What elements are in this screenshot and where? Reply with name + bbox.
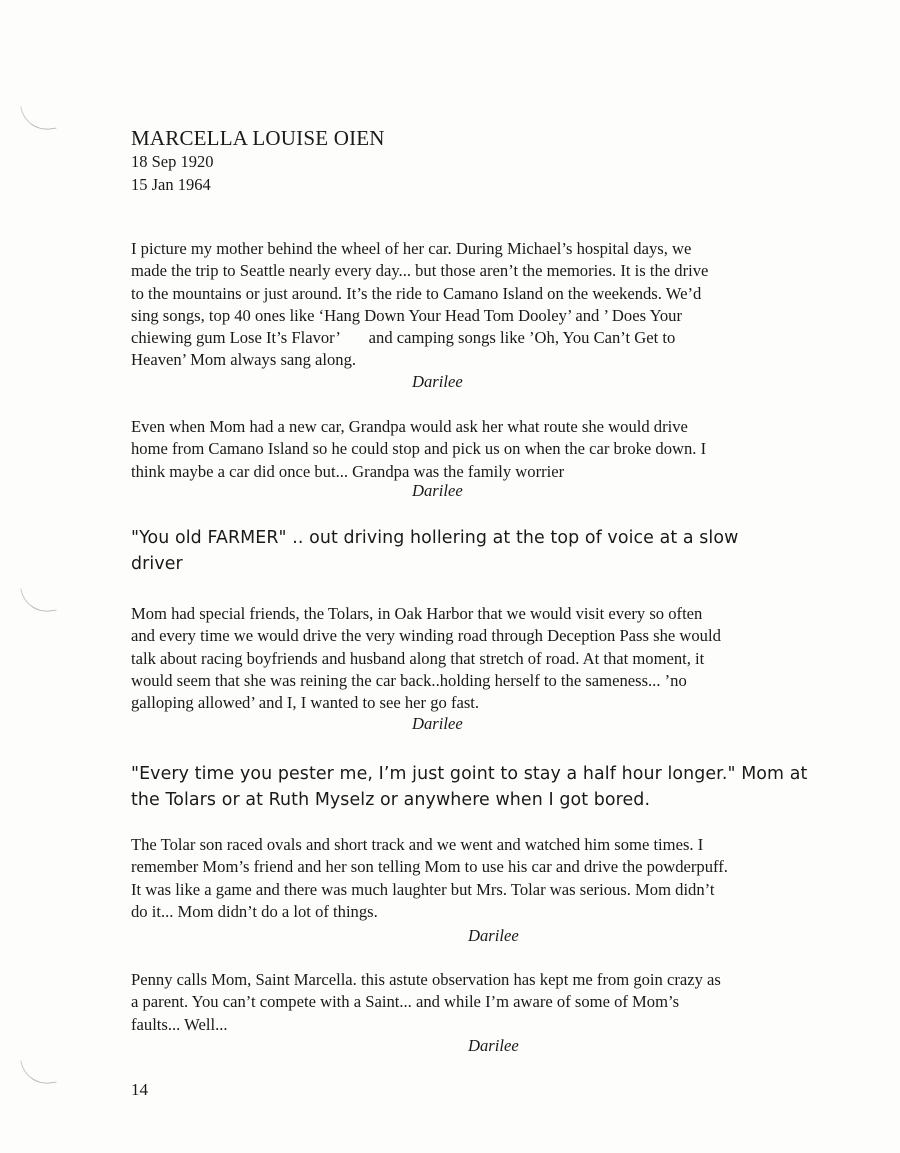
text-line: made the trip to Seattle nearly every day... but those aren’t the memories. It is the drive (131, 261, 709, 281)
text-line: "You old FARMER" .. out driving hollering at the top of voice at a slow (131, 528, 739, 548)
memory-paragraph-5 (131, 969, 811, 1036)
text-line: Even when Mom had a new car, Grandpa would ask her what route she would drive (131, 417, 688, 436)
binder-hole-bottom (20, 1056, 56, 1087)
text-line: Penny calls Mom, Saint Marcella. this astute observation has kept me from goin crazy as (131, 970, 721, 989)
signature-darilee: Darilee (412, 481, 463, 500)
text-line: home from Camano Island so he could stop and pick us on when the car broke down. I (131, 439, 707, 459)
binder-hole-top (20, 102, 56, 133)
text-line: to the mountains or just around. It’s the ride to Camano Island on the weekends. We’d (131, 283, 702, 303)
text-line: sing songs, top 40 ones like ‘Hang Down Your Head Tom Dooley’ and ’ Does Your (131, 305, 683, 325)
text-line: Heaven’ Mom always sang along. (131, 350, 357, 370)
text-line: galloping allowed’ and I, I wanted to see her go fast. (131, 693, 480, 713)
text-line: think maybe a car did once but... Grandpa was the family worrier (131, 461, 565, 481)
page-number: 14 (131, 1080, 148, 1099)
binder-hole-middle (20, 584, 56, 615)
text-line: driver (131, 554, 183, 574)
text-line: chiewing gum Lose It’s Flavor’ and camping songs like ’Oh, You Can’t Get to (131, 328, 676, 348)
quote-block-1 (131, 525, 831, 577)
text-line: The Tolar son raced ovals and short track and we went and watched him some times. I (131, 835, 704, 854)
memory-paragraph-2 (131, 416, 811, 483)
text-line: do it... Mom didn’t do a lot of things. (131, 901, 378, 921)
page-title: MARCELLA LOUISE OIEN (131, 126, 385, 150)
text-line: the Tolars or at Ruth Myselz or anywhere when I got bored. (131, 790, 651, 810)
memory-paragraph-4 (131, 834, 811, 923)
death-date: 15 Jan 1964 (131, 175, 211, 194)
text-line: and every time we would drive the very winding road through Deception Pass she would (131, 626, 721, 646)
quote-block-2 (131, 761, 831, 813)
signature-darilee: Darilee (468, 1036, 519, 1055)
text-line: I picture my mother behind the wheel of her car. During Michael’s hospital days, we (131, 239, 692, 258)
signature-darilee: Darilee (412, 714, 463, 733)
text-line: Mom had special friends, the Tolars, in Oak Harbor that we would visit every so often (131, 604, 703, 623)
text-line: a parent. You can’t compete with a Saint... and while I’m aware of some of Mom’s (131, 992, 680, 1012)
text-line: talk about racing boyfriends and husband along that stretch of road. At that moment, it (131, 648, 705, 668)
signature-darilee: Darilee (412, 372, 463, 391)
text-line: remember Mom’s friend and her son telling Mom to use his car and drive the powderpuff. (131, 857, 728, 877)
memory-paragraph-1 (131, 238, 811, 372)
memory-paragraph-3 (131, 603, 811, 714)
birth-date: 18 Sep 1920 (131, 152, 214, 171)
text-line: It was like a game and there was much laughter but Mrs. Tolar was serious. Mom didn’t (131, 879, 715, 899)
signature-darilee: Darilee (468, 926, 519, 945)
text-line: would seem that she was reining the car back..holding herself to the sameness... ’no (131, 670, 687, 690)
text-line: "Every time you pester me, I’m just goint to stay a half hour longer." Mom at (131, 764, 808, 784)
text-line: faults... Well... (131, 1014, 228, 1034)
